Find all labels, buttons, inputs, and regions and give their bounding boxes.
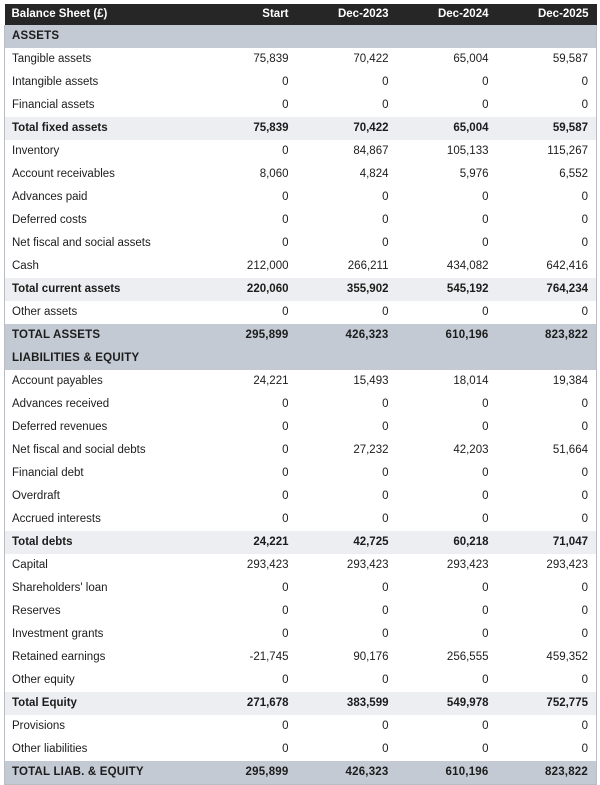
row-value: 0 bbox=[297, 94, 397, 117]
column-header-dec-2024[interactable]: Dec-2024 bbox=[397, 4, 497, 25]
row-label: Other equity bbox=[5, 669, 197, 692]
row-label: Overdraft bbox=[5, 485, 197, 508]
row-value bbox=[197, 25, 297, 48]
table-row bbox=[5, 324, 597, 347]
row-value: 610,196 bbox=[397, 324, 497, 347]
table-row bbox=[5, 71, 597, 94]
table-row bbox=[5, 692, 597, 715]
column-header-dec-2023[interactable]: Dec-2023 bbox=[297, 4, 397, 25]
row-value: 823,822 bbox=[497, 324, 597, 347]
row-value: 0 bbox=[297, 186, 397, 209]
row-label: Advances paid bbox=[5, 186, 197, 209]
row-value: 65,004 bbox=[397, 48, 497, 71]
row-value: 0 bbox=[197, 485, 297, 508]
row-label: Other liabilities bbox=[5, 738, 197, 761]
row-value: 59,587 bbox=[497, 48, 597, 71]
row-value: 0 bbox=[297, 508, 397, 531]
row-label: Shareholders' loan bbox=[5, 577, 197, 600]
row-value bbox=[197, 347, 297, 370]
row-label: TOTAL ASSETS bbox=[5, 324, 197, 347]
table-row bbox=[5, 301, 597, 324]
row-value: 0 bbox=[397, 71, 497, 94]
row-value: -21,745 bbox=[197, 646, 297, 669]
row-value: 0 bbox=[497, 416, 597, 439]
row-value: 0 bbox=[497, 738, 597, 761]
table-row bbox=[5, 278, 597, 301]
row-value: 0 bbox=[297, 416, 397, 439]
row-value: 59,587 bbox=[497, 117, 597, 140]
row-value: 0 bbox=[197, 94, 297, 117]
table-row bbox=[5, 94, 597, 117]
row-label: Financial debt bbox=[5, 462, 197, 485]
table-row bbox=[5, 600, 597, 623]
row-label: Advances received bbox=[5, 393, 197, 416]
row-value: 220,060 bbox=[197, 278, 297, 301]
row-value: 0 bbox=[297, 462, 397, 485]
table-row bbox=[5, 646, 597, 669]
row-value: 42,725 bbox=[297, 531, 397, 554]
row-value: 70,422 bbox=[297, 117, 397, 140]
table-row bbox=[5, 439, 597, 462]
table-header bbox=[5, 4, 597, 25]
row-value: 5,976 bbox=[397, 163, 497, 186]
row-value: 426,323 bbox=[297, 761, 397, 785]
row-value: 0 bbox=[397, 669, 497, 692]
row-value: 0 bbox=[497, 508, 597, 531]
row-value: 0 bbox=[297, 715, 397, 738]
table-row bbox=[5, 531, 597, 554]
row-value: 293,423 bbox=[397, 554, 497, 577]
row-label: ASSETS bbox=[5, 25, 197, 48]
row-value: 295,899 bbox=[197, 324, 297, 347]
row-value: 610,196 bbox=[397, 761, 497, 785]
row-label: Total current assets bbox=[5, 278, 197, 301]
column-header-title[interactable]: Balance Sheet (£) bbox=[5, 4, 197, 25]
table-row bbox=[5, 554, 597, 577]
row-value: 71,047 bbox=[497, 531, 597, 554]
row-value: 0 bbox=[397, 577, 497, 600]
row-value: 75,839 bbox=[197, 117, 297, 140]
row-value: 70,422 bbox=[297, 48, 397, 71]
row-value: 0 bbox=[197, 577, 297, 600]
row-label: Deferred costs bbox=[5, 209, 197, 232]
row-value: 0 bbox=[397, 94, 497, 117]
row-value: 0 bbox=[397, 738, 497, 761]
table-row bbox=[5, 209, 597, 232]
row-label: Net fiscal and social assets bbox=[5, 232, 197, 255]
row-value: 0 bbox=[197, 209, 297, 232]
row-label: Total fixed assets bbox=[5, 117, 197, 140]
row-label: Account receivables bbox=[5, 163, 197, 186]
row-value: 18,014 bbox=[397, 370, 497, 393]
row-value: 0 bbox=[397, 416, 497, 439]
column-header-dec-2025[interactable]: Dec-2025 bbox=[497, 4, 597, 25]
row-value: 24,221 bbox=[197, 370, 297, 393]
row-value: 293,423 bbox=[297, 554, 397, 577]
row-value: 0 bbox=[497, 623, 597, 646]
table-body bbox=[5, 25, 597, 785]
row-value: 0 bbox=[197, 600, 297, 623]
column-header-start[interactable]: Start bbox=[197, 4, 297, 25]
row-label: Financial assets bbox=[5, 94, 197, 117]
row-value: 0 bbox=[497, 462, 597, 485]
row-value: 266,211 bbox=[297, 255, 397, 278]
row-value: 0 bbox=[197, 186, 297, 209]
row-value: 115,267 bbox=[497, 140, 597, 163]
row-value: 271,678 bbox=[197, 692, 297, 715]
row-value: 0 bbox=[497, 232, 597, 255]
row-value: 212,000 bbox=[197, 255, 297, 278]
row-value: 0 bbox=[397, 462, 497, 485]
row-value: 0 bbox=[197, 462, 297, 485]
table-row bbox=[5, 48, 597, 71]
row-value: 8,060 bbox=[197, 163, 297, 186]
table-row bbox=[5, 232, 597, 255]
row-value: 426,323 bbox=[297, 324, 397, 347]
row-value: 27,232 bbox=[297, 439, 397, 462]
row-value: 293,423 bbox=[497, 554, 597, 577]
row-value: 0 bbox=[297, 301, 397, 324]
table-row bbox=[5, 761, 597, 785]
row-value bbox=[397, 347, 497, 370]
table-row bbox=[5, 738, 597, 761]
row-value: 0 bbox=[497, 577, 597, 600]
table-row bbox=[5, 370, 597, 393]
row-value: 24,221 bbox=[197, 531, 297, 554]
row-label: Reserves bbox=[5, 600, 197, 623]
row-value: 0 bbox=[497, 94, 597, 117]
row-value: 0 bbox=[397, 301, 497, 324]
row-value: 0 bbox=[197, 738, 297, 761]
row-value: 0 bbox=[297, 669, 397, 692]
table-row bbox=[5, 623, 597, 646]
row-value: 0 bbox=[397, 508, 497, 531]
row-label: Accrued interests bbox=[5, 508, 197, 531]
row-value: 0 bbox=[297, 393, 397, 416]
row-value: 0 bbox=[297, 577, 397, 600]
row-label: Net fiscal and social debts bbox=[5, 439, 197, 462]
row-value: 0 bbox=[497, 71, 597, 94]
table-row bbox=[5, 163, 597, 186]
row-label: Capital bbox=[5, 554, 197, 577]
row-value: 0 bbox=[197, 416, 297, 439]
row-value: 434,082 bbox=[397, 255, 497, 278]
row-label: Provisions bbox=[5, 715, 197, 738]
row-value: 0 bbox=[397, 623, 497, 646]
row-value: 51,664 bbox=[497, 439, 597, 462]
row-value: 0 bbox=[197, 393, 297, 416]
row-value: 642,416 bbox=[497, 255, 597, 278]
balance-sheet-container bbox=[4, 4, 596, 785]
row-value: 0 bbox=[397, 232, 497, 255]
table-row bbox=[5, 393, 597, 416]
row-value: 0 bbox=[497, 393, 597, 416]
row-value: 0 bbox=[197, 623, 297, 646]
row-value: 105,133 bbox=[397, 140, 497, 163]
row-value: 0 bbox=[297, 209, 397, 232]
row-value: 0 bbox=[297, 485, 397, 508]
table-row bbox=[5, 416, 597, 439]
row-value: 60,218 bbox=[397, 531, 497, 554]
row-value: 764,234 bbox=[497, 278, 597, 301]
row-value bbox=[297, 347, 397, 370]
row-value: 459,352 bbox=[497, 646, 597, 669]
row-value: 0 bbox=[497, 715, 597, 738]
row-value: 75,839 bbox=[197, 48, 297, 71]
row-value: 0 bbox=[297, 738, 397, 761]
row-value: 84,867 bbox=[297, 140, 397, 163]
table-row bbox=[5, 508, 597, 531]
table-row bbox=[5, 117, 597, 140]
row-value: 65,004 bbox=[397, 117, 497, 140]
row-value: 0 bbox=[197, 301, 297, 324]
row-value: 0 bbox=[197, 669, 297, 692]
row-label: Cash bbox=[5, 255, 197, 278]
row-value: 0 bbox=[397, 209, 497, 232]
row-value: 0 bbox=[397, 485, 497, 508]
row-label: Total Equity bbox=[5, 692, 197, 715]
row-label: Deferred revenues bbox=[5, 416, 197, 439]
row-value: 0 bbox=[497, 301, 597, 324]
row-value: 0 bbox=[197, 439, 297, 462]
row-value bbox=[497, 347, 597, 370]
row-value: 0 bbox=[197, 71, 297, 94]
table-row bbox=[5, 347, 597, 370]
row-value: 295,899 bbox=[197, 761, 297, 785]
row-label: LIABILITIES & EQUITY bbox=[5, 347, 197, 370]
row-value bbox=[397, 25, 497, 48]
row-value: 0 bbox=[297, 623, 397, 646]
row-value: 90,176 bbox=[297, 646, 397, 669]
row-label: Retained earnings bbox=[5, 646, 197, 669]
row-value: 0 bbox=[497, 485, 597, 508]
row-value: 0 bbox=[497, 186, 597, 209]
row-value: 0 bbox=[197, 508, 297, 531]
row-value: 42,203 bbox=[397, 439, 497, 462]
balance-sheet-table bbox=[4, 4, 597, 785]
row-value: 0 bbox=[297, 71, 397, 94]
row-label: Investment grants bbox=[5, 623, 197, 646]
row-value: 19,384 bbox=[497, 370, 597, 393]
row-label: Other assets bbox=[5, 301, 197, 324]
row-value: 15,493 bbox=[297, 370, 397, 393]
row-value: 549,978 bbox=[397, 692, 497, 715]
row-value: 545,192 bbox=[397, 278, 497, 301]
row-value bbox=[497, 25, 597, 48]
row-value: 0 bbox=[397, 186, 497, 209]
table-row bbox=[5, 715, 597, 738]
row-value: 0 bbox=[197, 232, 297, 255]
row-value: 0 bbox=[497, 669, 597, 692]
row-value: 355,902 bbox=[297, 278, 397, 301]
row-value: 752,775 bbox=[497, 692, 597, 715]
row-value bbox=[297, 25, 397, 48]
table-row bbox=[5, 577, 597, 600]
table-row bbox=[5, 255, 597, 278]
row-value: 0 bbox=[397, 393, 497, 416]
table-row bbox=[5, 485, 597, 508]
table-row bbox=[5, 25, 597, 48]
row-value: 0 bbox=[297, 232, 397, 255]
row-value: 0 bbox=[297, 600, 397, 623]
row-label: Inventory bbox=[5, 140, 197, 163]
row-value: 4,824 bbox=[297, 163, 397, 186]
row-value: 293,423 bbox=[197, 554, 297, 577]
row-value: 0 bbox=[197, 140, 297, 163]
row-label: Intangible assets bbox=[5, 71, 197, 94]
header-row bbox=[5, 4, 597, 25]
row-label: Total debts bbox=[5, 531, 197, 554]
row-label: Account payables bbox=[5, 370, 197, 393]
row-value: 0 bbox=[197, 715, 297, 738]
table-row bbox=[5, 669, 597, 692]
table-row bbox=[5, 140, 597, 163]
table-row bbox=[5, 462, 597, 485]
row-value: 0 bbox=[497, 209, 597, 232]
row-value: 383,599 bbox=[297, 692, 397, 715]
row-value: 0 bbox=[397, 600, 497, 623]
row-value: 256,555 bbox=[397, 646, 497, 669]
row-value: 6,552 bbox=[497, 163, 597, 186]
table-row bbox=[5, 186, 597, 209]
row-label: Tangible assets bbox=[5, 48, 197, 71]
row-value: 0 bbox=[397, 715, 497, 738]
row-value: 823,822 bbox=[497, 761, 597, 785]
row-value: 0 bbox=[497, 600, 597, 623]
row-label: TOTAL LIAB. & EQUITY bbox=[5, 761, 197, 785]
